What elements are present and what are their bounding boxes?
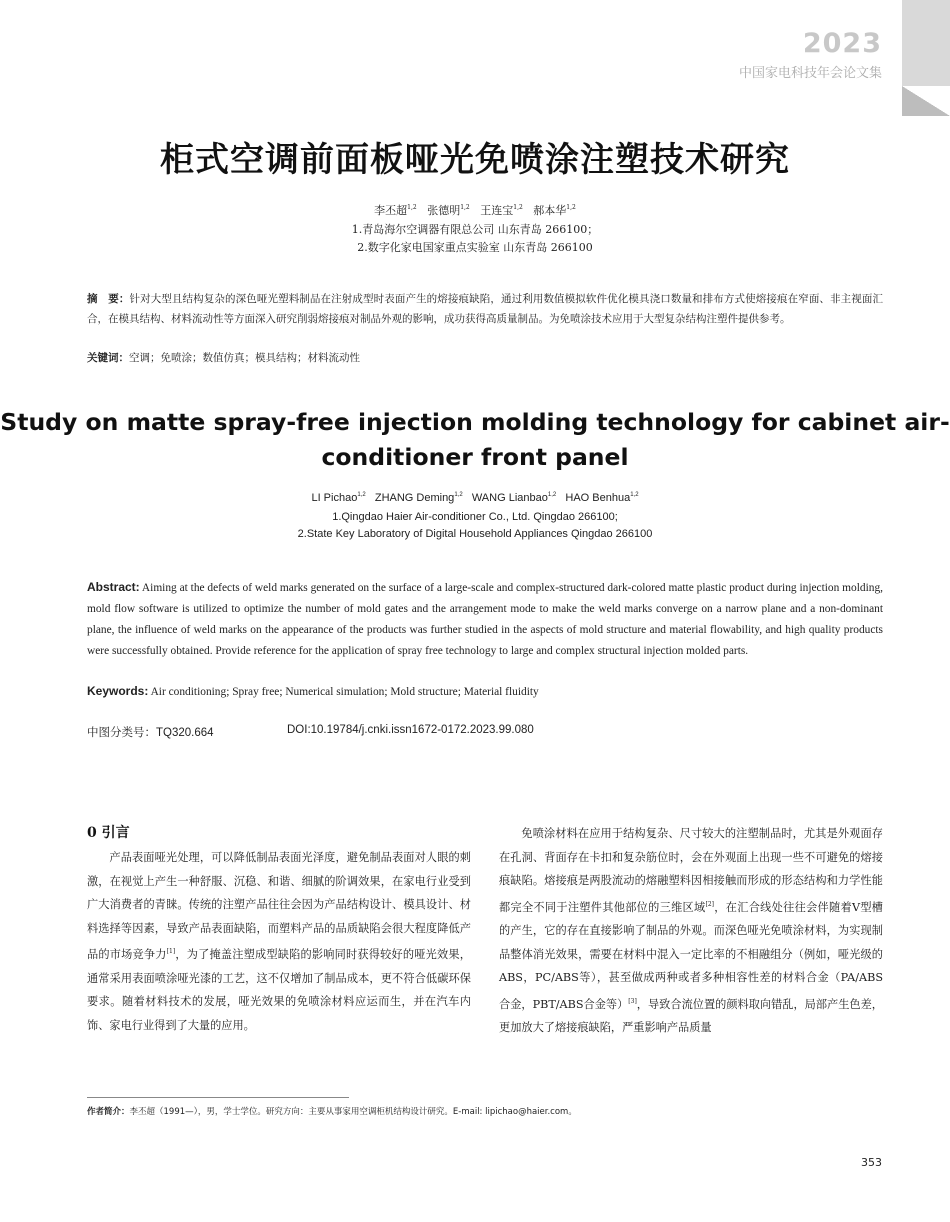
author-sup: 1,2 (460, 204, 470, 211)
title-english: Study on matte spray-free injection molding technology for cabinet air-conditioner front panel (0, 408, 950, 471)
citation-ref: [3] (628, 997, 637, 1005)
abstract-english (87, 577, 883, 662)
body-column-left (87, 846, 471, 1037)
keywords-chinese (87, 350, 883, 365)
body-column-right (499, 822, 883, 1040)
affiliation-en-1: 1.Qingdao Haier Air-conditioner Co., Ltd. Qingdao 266100; (332, 511, 618, 523)
abstract-cn-label: 摘 要： (87, 293, 130, 305)
author-sup: 1,2 (547, 492, 557, 498)
header-year: 2023 (802, 28, 882, 59)
author-en: ZHANG Deming (374, 492, 455, 504)
paragraph (499, 822, 883, 1040)
classification-line (87, 724, 883, 740)
author-sup: 1,2 (357, 492, 366, 498)
header-proceedings: 中国家电科技年会论文集 (738, 66, 882, 81)
citation-ref: [1] (166, 948, 176, 955)
author-sup: 1,2 (407, 204, 417, 211)
author-en: WANG Lianbao (471, 492, 548, 504)
author-cn: 王连宝 (480, 204, 514, 217)
authors-chinese (0, 202, 950, 218)
author-sup: 1,2 (454, 492, 463, 498)
footnote-text: 李丕超（1991—），男，学士学位。研究方向：主要从事家用空调柜机结构设计研究。E-mail: lipichao@haier.com。 (129, 1107, 577, 1117)
paragraph (87, 846, 471, 1037)
author-cn: 郝本华 (533, 204, 567, 217)
text-run: ，在汇合线处往往会伴随着V型槽的产生，它的存在直接影响了制品的外观。而深色哑光免喷涂材料，为实现制品整体消光效果，需要在材料中混入一定比率的不相融组分（例如，哑光级的ABS，PC/ABS等），甚至做成两种或者多种相容性差的材料合金（PA/ABS合金，PBT/ABS合金等） (499, 900, 883, 1011)
keywords-cn-text: 空调；免喷涂；数值仿真；模具结构；材料流动性 (129, 352, 360, 364)
classification-number: 中图分类号：TQ320.664 (87, 727, 214, 739)
authors-english (0, 492, 950, 504)
keywords-en-text: Air conditioning; Spray free; Numerical simulation; Mold structure; Material fluidity (150, 686, 539, 698)
author-cn: 张德明 (427, 204, 461, 217)
page-number: 353 (861, 1156, 882, 1169)
abstract-en-label: Abstract: (87, 580, 140, 594)
keywords-english (87, 684, 883, 698)
text-run: 免喷涂材料在应用于结构复杂、尺寸较大的注塑制品时，尤其是外观面存在孔洞、背面存在卡扣和复杂筋位时，会在外观面上出现一些不可避免的熔接痕缺陷。熔接痕是两股流动的熔融塑料因相接触而形成的形态结构和力学性能都完全不同于注塑件其他部位的三维区域 (499, 827, 883, 914)
author-en: HAO Benhua (565, 492, 631, 504)
abstract-cn-text: 针对大型且结构复杂的深色哑光塑料制品在注射成型时表面产生的熔接痕缺陷，通过利用数值模拟软件优化模具浇口数量和排布方式使熔接痕在窄面、非主视面汇合，在模具结构、材料流动性等方面深入研究削弱熔接痕对制品外观的影响，成功获得高质量制品。为免喷涂技术应用于大型复杂结构注塑件提供参考。 (87, 293, 884, 325)
section-heading-introduction: 0 引言 (87, 825, 130, 841)
text-run: ，导致合流位置的颜料取向错乱，局部产生色差，更加放大了熔接痕缺陷，严重影响产品质量 (499, 997, 883, 1034)
abstract-chinese (87, 289, 883, 329)
author-sup: 1,2 (513, 204, 523, 211)
page-corner-fold (902, 0, 950, 115)
author-sup: 1,2 (566, 204, 576, 211)
author-sup: 1,2 (630, 492, 639, 498)
doi: DOI:10.19784/j.cnki.issn1672-0172.2023.99.080 (287, 724, 534, 736)
citation-ref: [2] (705, 900, 714, 908)
abstract-en-text: Aiming at the defects of weld marks generated on the surface of a large-scale and complex-structured dark-colored matte plastic product during injection molding, mold flow software is utilized to optimize the number of mold gates and the arrangement mode to make the weld marks converge on a narrow plane and a non-dominant plane, the influence of weld marks on the appearance of the products was further studied in the aspects of mold structure and material flowability, and high quality products were successfully obtained. Provide reference for the application of spray free technology to large and complex structural injection molded parts. (87, 582, 883, 657)
keywords-en-label: Keywords: (87, 684, 149, 698)
author-footnote (87, 1105, 883, 1117)
keywords-cn-label: 关键词： (87, 352, 129, 364)
affiliation-cn-2: 2.数字化家电国家重点实验室 山东青岛 266100 (357, 241, 593, 254)
text-run: 产品表面哑光处理，可以降低制品表面光泽度，避免制品表面对人眼的刺激，在视觉上产生一种舒服、沉稳、和谐、细腻的阶调效果，在家电行业受到广大消费者的青睐。传统的注塑产品往往会因为产品结构设计、模具设计、材料选择等因素，导致产品表面缺陷，而塑料产品的品质缺陷会很大程度降低产品的市场竞争力 (87, 851, 471, 961)
author-cn: 李丕超 (374, 204, 408, 217)
affiliation-cn-1: 1.青岛海尔空调器有限总公司 山东青岛 266100； (351, 223, 599, 236)
author-en: LI Pichao (311, 492, 358, 504)
affiliation-en-2: 2.State Key Laboratory of Digital Household Appliances Qingdao 266100 (297, 528, 653, 540)
footnote-label: 作者简介： (87, 1107, 130, 1117)
footnote-divider (87, 1097, 349, 1098)
title-chinese: 柜式空调前面板哑光免喷涂注塑技术研究 (160, 140, 790, 180)
text-run: ，为了掩盖注塑成型缺陷的影响同时获得较好的哑光效果，通常采用表面喷涂哑光漆的工艺，这不仅增加了制品成本，更不符合低碳环保要求。随着材料技术的发展，哑光效果的免喷涂材料应运而生，并在汽车内饰、家电行业得到了大量的应用。 (87, 948, 471, 1032)
